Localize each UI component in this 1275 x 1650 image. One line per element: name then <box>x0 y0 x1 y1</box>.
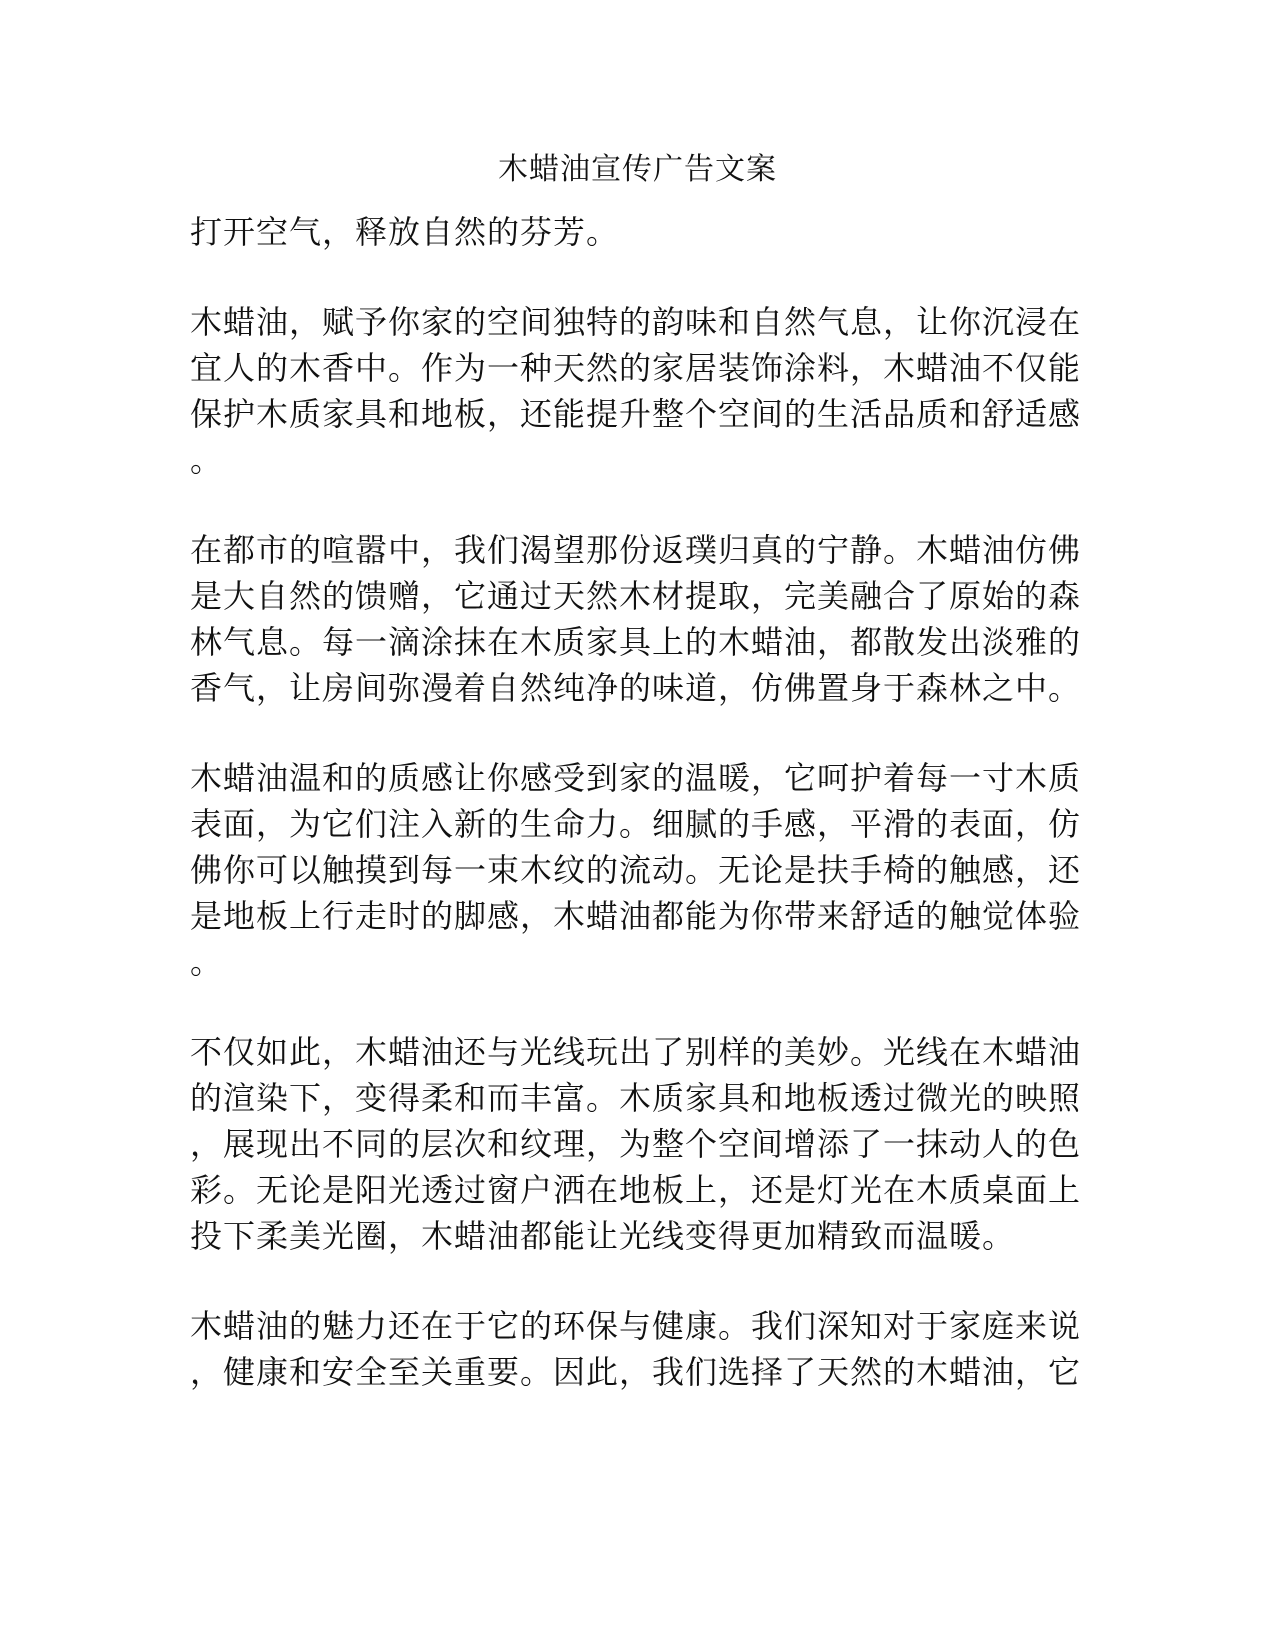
text-line: 宜人的木香中。作为一种天然的家居装饰涂料，木蜡油不仅能 <box>190 349 1082 387</box>
text-line: 彩。无论是阳光透过窗户洒在地板上，还是灯光在木质桌面上 <box>190 1171 1082 1209</box>
text-line: 保护木质家具和地板，还能提升整个空间的生活品质和舒适感 <box>190 395 1082 433</box>
text-line: 林气息。每一滴涂抹在木质家具上的木蜡油，都散发出淡雅的 <box>190 623 1082 661</box>
text-line: 是地板上行走时的脚感，木蜡油都能为你带来舒适的触觉体验 <box>190 897 1082 935</box>
document-title: 木蜡油宣传广告文案 <box>498 152 777 187</box>
text-line: 。 <box>190 441 224 479</box>
text-line: ，健康和安全至关重要。因此，我们选择了天然的木蜡油，它 <box>190 1353 1082 1391</box>
text-line: 打开空气，释放自然的芬芳。 <box>190 213 620 251</box>
text-line: ，展现出不同的层次和纹理，为整个空间增添了一抹动人的色 <box>190 1125 1082 1163</box>
text-line: 。 <box>190 943 224 981</box>
text-line: 是大自然的馈赠，它通过天然木材提取，完美融合了原始的森 <box>190 577 1082 615</box>
text-line: 佛你可以触摸到每一束木纹的流动。无论是扶手椅的触感，还 <box>190 851 1082 889</box>
text-line: 木蜡油温和的质感让你感受到家的温暖，它呵护着每一寸木质 <box>190 759 1082 797</box>
text-line: 木蜡油的魅力还在于它的环保与健康。我们深知对于家庭来说 <box>190 1307 1082 1345</box>
text-line: 在都市的喧嚣中，我们渴望那份返璞归真的宁静。木蜡油仿佛 <box>190 531 1082 569</box>
text-line: 不仅如此，木蜡油还与光线玩出了别样的美妙。光线在木蜡油 <box>190 1033 1082 1071</box>
text-line: 香气，让房间弥漫着自然纯净的味道，仿佛置身于森林之中。 <box>190 669 1082 707</box>
text-line: 投下柔美光圈，木蜡油都能让光线变得更加精致而温暖。 <box>190 1217 1016 1255</box>
text-line: 的渲染下，变得柔和而丰富。木质家具和地板透过微光的映照 <box>190 1079 1082 1117</box>
text-line: 表面，为它们注入新的生命力。细腻的手感，平滑的表面，仿 <box>190 805 1082 843</box>
text-line: 木蜡油，赋予你家的空间独特的韵味和自然气息，让你沉浸在 <box>190 303 1082 341</box>
